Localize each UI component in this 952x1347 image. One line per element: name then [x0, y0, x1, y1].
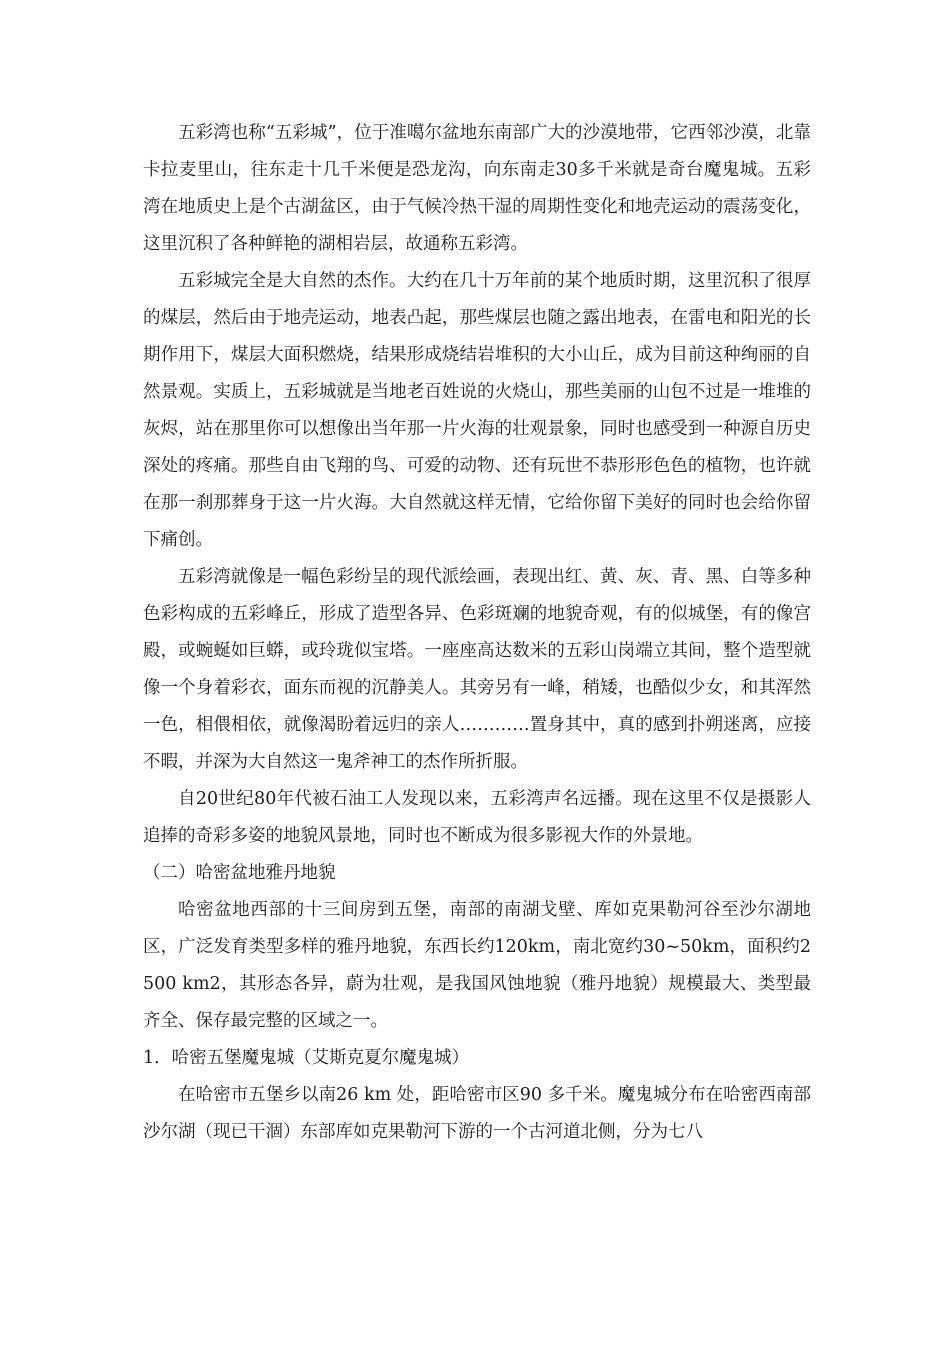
paragraph-hami-yardang: 哈密盆地西部的十三间房到五堡，南部的南湖戈壁、库如克果勒河谷至沙尔湖地区，广泛发育类型多样的雅丹地貌，东西长约120km，南北宽约30~50km，面积约2 500 km2，其形态各异，蔚为壮观，是我国风蚀地貌（雅丹地貌）规模最大、类型最齐全、保存最完整的区域之一。	[143, 900, 811, 1031]
section-heading-hami-yardang: （二）哈密盆地雅丹地貌	[143, 863, 336, 883]
paragraph-wucaiwan-fame: 自20世纪80年代被石油工人发现以来，五彩湾声名远播。现在这里不仅是摄影人追捧的奇彩多姿的地貌风景地，同时也不断成为很多影视大作的外景地。	[143, 789, 811, 846]
paragraph-wucaicheng-origin: 五彩城完全是大自然的杰作。大约在几十万年前的某个地质时期，这里沉积了很厚的煤层，然后由于地壳运动，地表凸起，那些煤层也随之露出地表，在雷电和阳光的长期作用下，煤层大面积燃烧，结果形成烧结岩堆积的大小山丘，成为目前这种绚丽的自然景观。实质上，五彩城就是当地老百姓说的火烧山，那些美丽的山包不过是一堆堆的灰烬，站在那里你可以想像出当年那一片火海的壮观景象，同时也感受到一种源自历史深处的疼痛。那些自由飞翔的鸟、可爱的动物、还有玩世不恭形形色色的植物，也许就在那一刹那葬身于这一片火海。大自然就这样无情，它给你留下美好的同时也会给你留下痛创。	[143, 271, 811, 550]
paragraph-wubao-location: 在哈密市五堡乡以南26 km 处，距哈密市区90 多千米。魔鬼城分布在哈密西南部沙尔湖（现已干涸）东部库如克果勒河下游的一个古河道北侧，分为七八	[143, 1085, 811, 1142]
subsection-heading-wubao-devil-city: 1．哈密五堡魔鬼城（艾斯克夏尔魔鬼城）	[143, 1048, 470, 1068]
document-body	[143, 115, 811, 1151]
paragraph-wucaiwan-intro: 五彩湾也称“五彩城”，位于准噶尔盆地东南部广大的沙漠地带，它西邻沙漠，北靠卡拉麦里山，往东走十几千米便是恐龙沟，向东南走30多千米就是奇台魔鬼城。五彩湾在地质史上是个古湖盆区，由于气候冷热干湿的周期性变化和地壳运动的震荡变化，这里沉积了各种鲜艳的湖相岩层，故通称五彩湾。	[143, 123, 811, 254]
paragraph-wucaiwan-scenery: 五彩湾就像是一幅色彩纷呈的现代派绘画，表现出红、黄、灰、青、黑、白等多种色彩构成的五彩峰丘，形成了造型各异、色彩斑斓的地貌奇观，有的似城堡，有的像宫殿，或蜿蜒如巨蟒，或玲珑似宝塔。一座座高达数米的五彩山岗端立其间，整个造型就像一个身着彩衣，面东而视的沉静美人。其旁另有一峰，稍矮，也酷似少女，和其浑然一色，相偎相依，就像渴盼着远归的亲人…………置身其中，真的感到扑朔迷离，应接不暇，并深为大自然这一鬼斧神工的杰作所折服。	[143, 567, 811, 772]
